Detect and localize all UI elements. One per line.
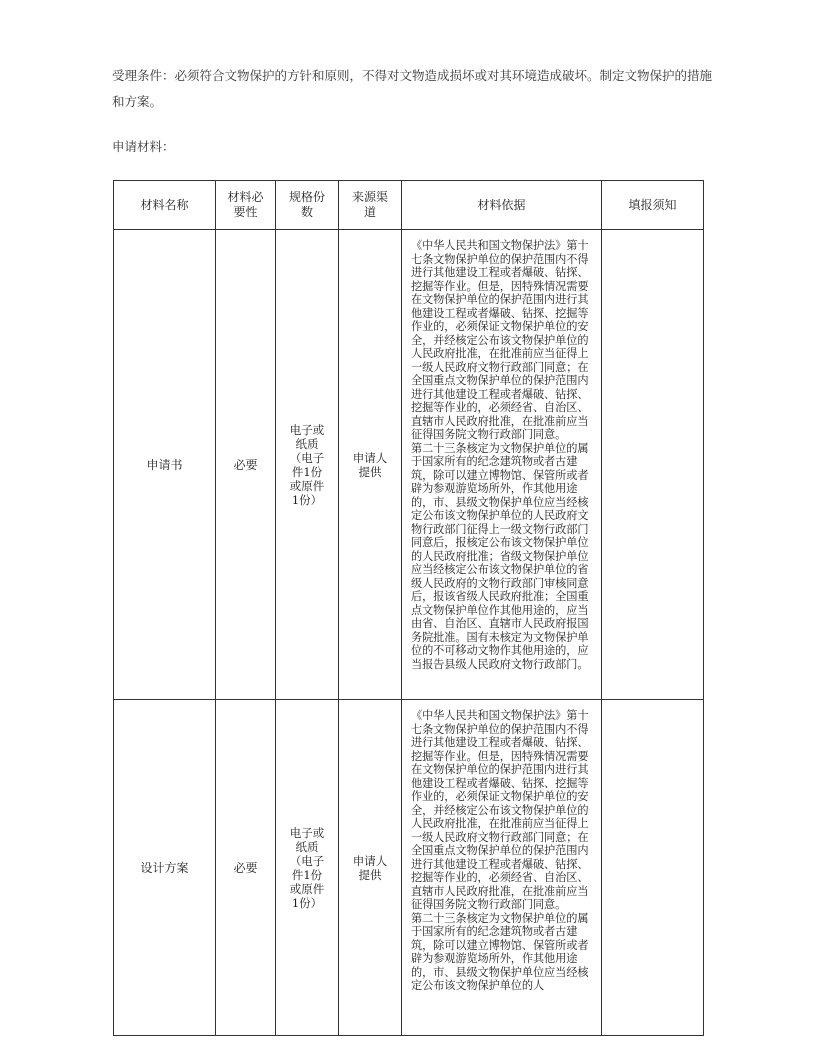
cell-required: 必要 [216, 230, 276, 700]
table-header-row [114, 181, 704, 230]
materials-table [113, 180, 704, 1036]
cell-notes [602, 700, 704, 1036]
cell-basis [402, 230, 602, 700]
header-required-label: 材料必要性 [227, 190, 264, 219]
header-spec-label: 规格份数 [288, 190, 325, 219]
basis-paragraph: 《中华人民共和国文物保护法》第十七条文物保护单位的保护范围内不得进行其他建设工程或者爆破、钻探、挖掘等作业。但是，因特殊情况需要在文物保护单位的保护范围内进行其他建设工程或者爆破、钻探、挖掘等作业的，必须保证文物保护单位的安全，并经核定公布该文物保护单位的人民政府批准，在批准前应当征得上一级人民政府文物行政部门同意；在全国重点文物保护单位的保护范围内进行其他建设工程或者爆破、钻探、挖掘等作业的，必须经省、自治区、直辖市人民政府批准，在批准前应当征得国务院文物行政部门同意。 [411, 709, 589, 911]
cell-source-text: 申请人提供 [352, 450, 388, 479]
basis-paragraph: 第二十三条核定为文物保护单位的属于国家所有的纪念建筑物或者古建筑，除可以建立博物馆、保管所或者辟为参观游览场所外，作其他用途的，市、县级文物保护单位应当经核定公布该文物保护单位的人民政府文物行政部门征得上一级文物行政部门同意后，报核定公布该文物保护单位的人民政府批准；省级文物保护单位应当经核定公布该文物保护单位的省级人民政府的文物行政部门审核同意后，报该省级人民政府批准；全国重点文物保护单位作其他用途的，应当由省、自治区、直辖市人民政府报国务院批准。国有未核定为文物保护单位的不可移动文物作其他用途的，应当报告县级人民政府文物行政部门。 [411, 441, 589, 671]
cell-source [339, 700, 402, 1036]
header-source-label: 来源渠道 [351, 190, 388, 219]
header-basis: 材料依据 [402, 181, 602, 230]
table-row [114, 700, 704, 1036]
cell-source [339, 230, 402, 700]
basis-paragraph: 第二十三条核定为文物保护单位的属于国家所有的纪念建筑物或者古建筑，除可以建立博物馆、保管所或者辟为参观游览场所外，作其他用途的，市、县级文物保护单位应当经核定公布该文物保护单位的人 [411, 911, 589, 992]
header-notes: 填报须知 [602, 181, 704, 230]
cell-source-text: 申请人提供 [352, 853, 388, 882]
table-row [114, 230, 704, 700]
header-material-name: 材料名称 [114, 181, 216, 230]
materials-label: 申请材料： [112, 139, 175, 154]
cell-notes [602, 230, 704, 700]
header-spec [276, 181, 339, 230]
cell-material-name: 申请书 [114, 230, 216, 700]
cell-material-name: 设计方案 [114, 700, 216, 1036]
header-required [216, 181, 276, 230]
acceptance-conditions-text: 受理条件：必须符合文物保护的方针和原则，不得对文物造成损坏或对其环境造成破坏。制定文物保护的措施和方案。 [112, 68, 713, 109]
basis-paragraph: 《中华人民共和国文物保护法》第十七条文物保护单位的保护范围内不得进行其他建设工程或者爆破、钻探、挖掘等作业。但是，因特殊情况需要在文物保护单位的保护范围内进行其他建设工程或者爆破、钻探、挖掘等作业的，必须保证文物保护单位的安全，并经核定公布该文物保护单位的人民政府批准，在批准前应当征得上一级人民政府文物行政部门同意；在全国重点文物保护单位的保护范围内进行其他建设工程或者爆破、钻探、挖掘等作业的，必须经省、自治区、直辖市人民政府批准，在批准前应当征得国务院文物行政部门同意。 [411, 239, 589, 441]
cell-spec [276, 700, 339, 1036]
cell-basis [402, 700, 602, 1036]
cell-required: 必要 [216, 700, 276, 1036]
cell-spec-text: 电子或纸质（电子件1份或原件1份） [289, 422, 325, 507]
cell-spec [276, 230, 339, 700]
header-source [339, 181, 402, 230]
cell-spec-text: 电子或纸质（电子件1份或原件1份） [289, 825, 325, 910]
